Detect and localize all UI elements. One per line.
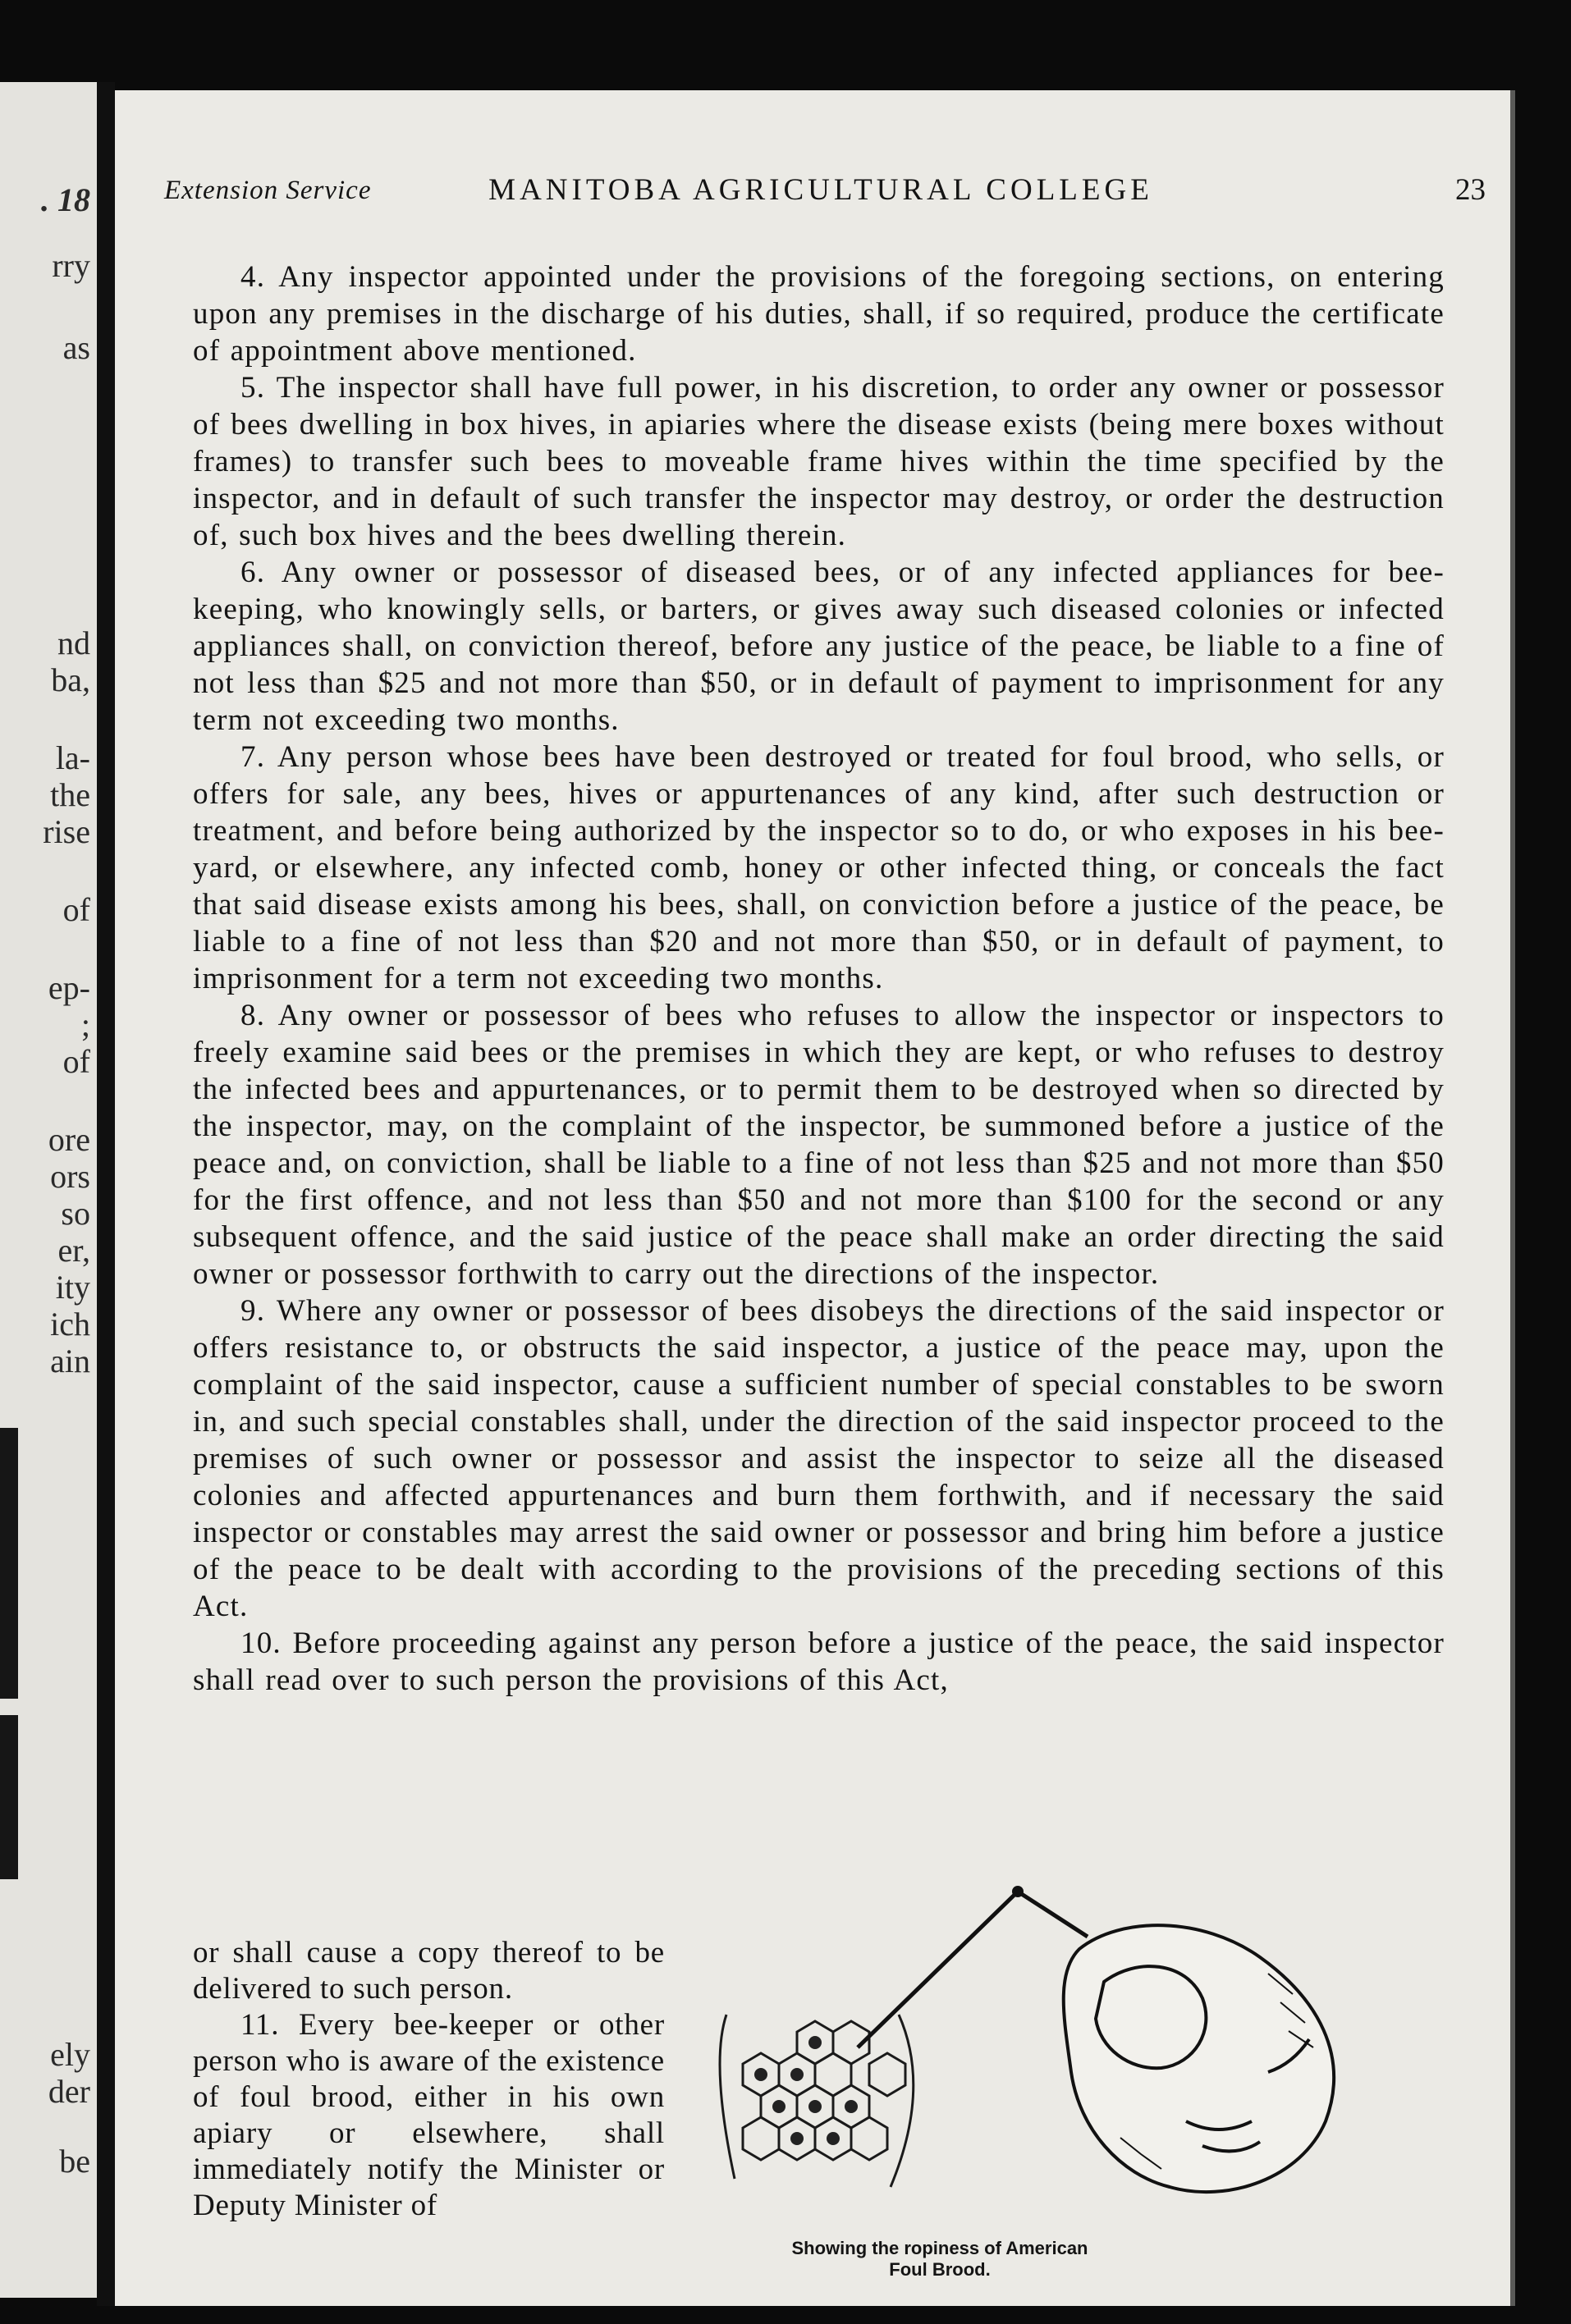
comb-and-finger-drawing xyxy=(694,1859,1432,2236)
book-gutter xyxy=(97,82,115,2306)
section-10: 10. Before proceeding against any person before a justice of the peace, the said inspector shall read over to such person the provisions of this Act, xyxy=(193,1626,1445,1697)
section-6: 6. Any owner or possessor of diseased bees, or of any infected appliances for bee-keeping, who knowingly sells, or barters, or gives away such diseased colonies or infected appliances shall, on conviction thereof, before any justice of the peace, be liable to a fine of not less than $25 and not more than $50, or in default of payment to imprisonment for any term not exceeding two months. xyxy=(193,556,1445,737)
margin-fragment: rise xyxy=(43,813,90,850)
section-10-continued: or shall cause a copy thereof to be delivered to such person. xyxy=(193,1936,665,2006)
margin-fragment: ich xyxy=(50,1306,90,1343)
margin-dark-band xyxy=(0,1715,18,1879)
section-7: 7. Any person whose bees have been destroyed or treated for foul brood, who sells, or offers for sale, any bees, hives or appurtenances of any kind, after such destruction or treatment, and before being authorized by the inspector so to do, or who exposes in his bee-yard, or elsewhere, any infected comb, honey or other infected thing, or conceals the fact that said disease exists among his bees, shall, on conviction before a justice of the peace, be liable to a fine of not less than $20 and not more than $50, or in default of payment, to imprisonment for a term not exceeding two months. xyxy=(193,740,1445,995)
margin-fragment: ep- xyxy=(48,969,90,1006)
margin-fragment: ors xyxy=(50,1158,90,1195)
figure-caption xyxy=(743,2238,1137,2281)
page-number: 23 xyxy=(1455,173,1486,207)
caption-line-1: Showing the ropiness of American xyxy=(791,2238,1088,2258)
margin-fragment: be xyxy=(59,2143,90,2180)
margin-fragment: the xyxy=(50,776,90,813)
section-5: 5. The inspector shall have full power, in his discretion, to order any owner or possessor of bees dwelling in box hives, in apiaries where the disease exists (being mere boxes without frames) to transfer such bees to moveable frame hives within the time specified by the inspector, and in default of such transfer the inspector may destroy, or order the destruction of, such box hives and the bees dwelling therein. xyxy=(193,371,1445,552)
finger-icon xyxy=(1064,1925,1334,2192)
margin-fragment: rry xyxy=(52,247,90,284)
margin-fragment: of xyxy=(62,891,90,928)
margin-fragment: ely xyxy=(50,2036,90,2073)
margin-fragment: . 18 xyxy=(41,181,90,218)
page-edge-shadow xyxy=(1510,90,1515,2306)
section-11: 11. Every bee-keeper or other person who is aware of the existence of foul brood, either in his own apiary or elsewhere, shall immediately notify the Minister or Deputy Minister of xyxy=(193,2008,665,2222)
facing-page-margin xyxy=(0,82,97,2298)
margin-fragment: ore xyxy=(48,1121,90,1158)
body-text xyxy=(193,258,1445,1699)
margin-fragment: ; xyxy=(80,1006,90,1043)
foul-brood-illustration xyxy=(694,1859,1432,2285)
margin-fragment: er, xyxy=(57,1232,90,1269)
margin-fragment: nd xyxy=(57,624,90,661)
document-page xyxy=(115,90,1510,2306)
running-header xyxy=(164,172,1486,213)
margin-fragment: ba, xyxy=(51,661,90,698)
caption-line-2: Foul Brood. xyxy=(889,2259,991,2280)
margin-fragment: as xyxy=(62,329,90,366)
margin-dark-band xyxy=(0,1428,18,1699)
header-title: MANITOBA AGRICULTURAL COLLEGE xyxy=(488,173,1153,207)
margin-fragment: of xyxy=(62,1043,90,1080)
section-4: 4. Any inspector appointed under the provisions of the foregoing sections, on entering upon any premises in the discharge of his duties, shall, if so required, produce the certificate of appointment above mentioned. xyxy=(193,260,1445,368)
wrapped-text-column xyxy=(193,1935,665,2224)
margin-fragment: la- xyxy=(55,739,90,776)
toothpick-icon xyxy=(858,1892,1088,2047)
margin-fragment: der xyxy=(48,2073,90,2110)
margin-fragment: ity xyxy=(55,1269,90,1306)
margin-fragment: ain xyxy=(50,1343,90,1379)
rope-tip xyxy=(1012,1886,1024,1897)
margin-fragment: so xyxy=(61,1195,90,1232)
header-section-name: Extension Service xyxy=(164,176,372,205)
section-8: 8. Any owner or possessor of bees who refuses to allow the inspector or inspectors to freely examine said bees or the premises in which they are kept, or who refuses to destroy the infected bees and appurtenances, or to permit them to be destroyed when so directed by the inspector, may, on the complaint of the inspector, be summoned before a justice of the peace and, on conviction, shall be liable to a fine of not less than $25 and not more than $50 for the first offence, and not less than $50 and not more than $100 for the second or any subsequent offence, and the said justice of the peace shall make an order directing the said owner or possessor forthwith to carry out the directions of the inspector. xyxy=(193,999,1445,1291)
section-9: 9. Where any owner or possessor of bees disobeys the directions of the said inspector or offers resistance to, or obstructs the said inspector, a justice of the peace may, upon the complaint of the said inspector, cause a sufficient number of special constables to be sworn in, and such special constables shall, under the direction of the said inspector proceed to the premises of such owner or possessor and assist the inspector to seize all the diseased colonies and affected appurtenances and burn them forthwith, and if necessary the said inspector or constables may arrest the said owner or possessor and bring him before a justice of the peace to be dealt with according to the provisions of the preceding sections of this Act. xyxy=(193,1294,1445,1623)
